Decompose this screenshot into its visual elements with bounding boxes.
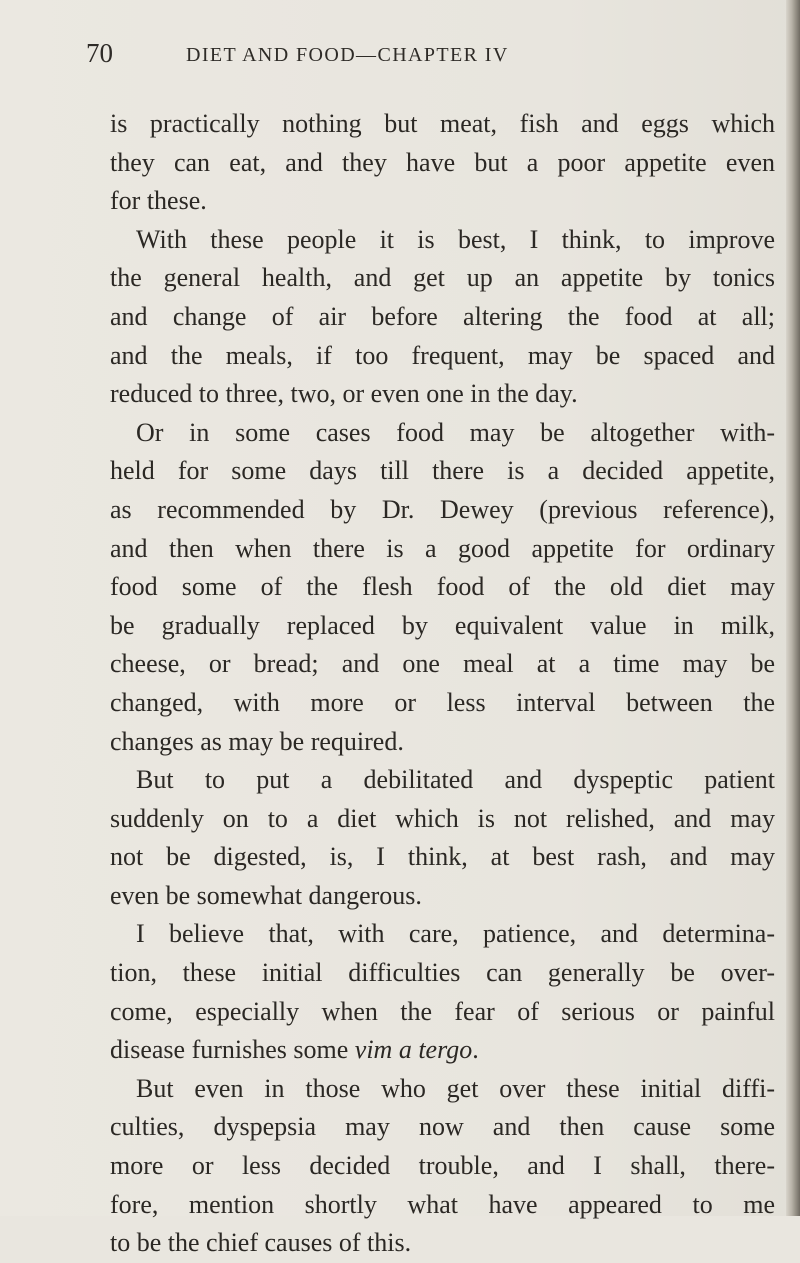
text-line: cheese, or bread; and one meal at a time may be: [110, 649, 775, 679]
text-line: But to put a debilitated and dyspeptic patient: [136, 765, 775, 795]
text-line: With these people it is best, I think, to improve: [136, 224, 775, 254]
text-line: more or less decided trouble, and I shall, there-: [110, 1151, 775, 1181]
paragraph: [110, 761, 775, 915]
running-head: [86, 38, 726, 78]
page-edge-shadow: [786, 0, 800, 1216]
text-line: and change of air before altering the food at all;: [110, 301, 775, 331]
body-text: [110, 105, 775, 1263]
text-line: they can eat, and they have but a poor appetite even: [110, 147, 775, 177]
paragraph: [110, 221, 775, 414]
text-line: to be the chief causes of this.: [110, 1228, 412, 1258]
text-line: Or in some cases food may be altogether with-: [136, 417, 775, 447]
page-number: 70: [86, 38, 113, 68]
text-line: even be somewhat dangerous.: [110, 880, 422, 910]
text-line: and then when there is a good appetite for ordinary: [110, 533, 775, 563]
text-line: food some of the flesh food of the old diet may: [110, 572, 775, 602]
text-line: be gradually replaced by equivalent value in milk,: [110, 610, 775, 640]
text-line: for these.: [110, 186, 207, 216]
paragraph: [110, 105, 775, 221]
text-line: culties, dyspepsia may now and then cause some: [110, 1112, 775, 1142]
text-line: come, especially when the fear of serious or painful: [110, 996, 775, 1026]
chapter-header: DIET AND FOOD—CHAPTER IV: [186, 44, 509, 66]
text-line: not be digested, is, I think, at best rash, and may: [110, 842, 775, 872]
text-line: as recommended by Dr. Dewey (previous reference),: [110, 494, 775, 524]
text-line-start: disease furnishes some: [110, 1035, 355, 1065]
paragraph: [110, 915, 775, 1069]
text-line: is practically nothing but meat, fish and eggs which: [110, 109, 775, 138]
text-line: tion, these initial difficulties can generally be over-: [110, 958, 775, 988]
paragraph: [110, 1070, 775, 1263]
text-line: suddenly on to a diet which is not relished, and may: [110, 803, 775, 833]
text-line: [110, 1031, 775, 1070]
text-line: changes as may be required.: [110, 726, 404, 756]
text-line: I believe that, with care, patience, and determina-: [136, 919, 775, 949]
text-line: reduced to three, two, or even one in the day.: [110, 379, 578, 409]
italic-phrase: vim a tergo: [354, 1035, 473, 1065]
text-line: fore, mention shortly what have appeared to me: [110, 1189, 775, 1219]
text-line: and the meals, if too frequent, may be spaced and: [110, 340, 775, 370]
text-line: held for some days till there is a decided appetite,: [110, 456, 775, 486]
paragraph: [110, 414, 775, 761]
text-line: changed, with more or less interval between the: [110, 687, 775, 717]
text-line-end: .: [472, 1035, 479, 1065]
text-line: But even in those who get over these initial diffi-: [136, 1073, 775, 1103]
text-line: the general health, and get up an appetite by tonics: [110, 263, 775, 293]
